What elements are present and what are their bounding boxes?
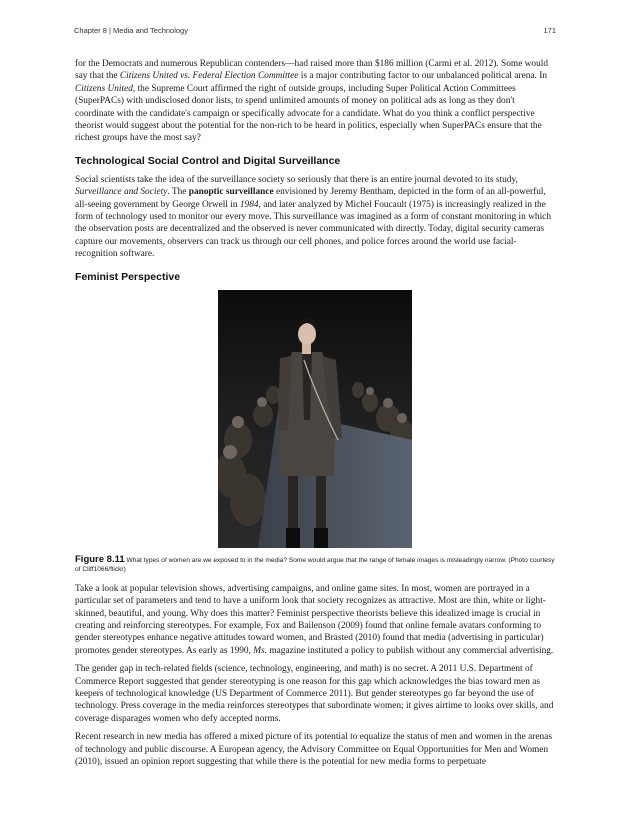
text-run: Take a look at popular television shows, advertising campaigns, and online game sites. In most, women are portrayed in a particular set of parameters and tend to have a uniform look that society recognizes as attractive. Most are thin, white or light-skinned, beautiful, and young. Why does this matter? Feminist perspective theorists believe this idealized image is crucial in creating and reinforcing stereotypes. For example, Fox and Bailenson (2009) found that online female avatars conforming to gender stereotypes enhance negative attitudes toward women, and Brasted (2010) found that media (advertising in particular) promotes gender stereotypes. As early as 1990, [75, 583, 546, 656]
paragraph-media-images [75, 583, 555, 657]
case-name: Citizens United [75, 83, 133, 94]
section-heading-feminist: Feminist Perspective [75, 270, 181, 283]
text-run: envisioned by Jeremy Bentham, depicted in the form of an all-powerful, all-seeing government by George Orwell in [75, 187, 546, 210]
figure-caption-text: What types of women are we exposed to in the media? Some would argue that the range of female images is misleadingly narrow. (Photo courtesy of Cliff1066/flickr) [75, 556, 555, 573]
journal-title: Surveillance and Society [75, 187, 168, 198]
page-number: 171 [543, 26, 556, 35]
case-name: Citizens United vs. Federal Election Committee [119, 71, 299, 82]
magazine-title: Ms. [253, 645, 268, 656]
page-header [74, 26, 556, 38]
section-heading-surveillance: Technological Social Control and Digital Surveillance [75, 154, 341, 167]
text-run: . The [167, 187, 189, 198]
text-run: , the Supreme Court affirmed the right of outside groups, including Super Political Action Committees (SuperPACs) with undisclosed donor lists, to spend unlimited amounts of money on political ads as long as they don't coordinate with the candidate's campaign or specifically advocate for a candidate. What do you think a conflict perspective theorist would suggest about the potential for the non-rich to be heard in politics, especially when SuperPACs ensure that the richest groups have the most say? [75, 83, 542, 144]
figure-caption [75, 555, 555, 574]
paragraph-surveillance [75, 174, 555, 261]
chapter-title: Chapter 8 | Media and Technology [74, 26, 188, 35]
figure-label: Figure 8.11 [75, 553, 125, 565]
book-title: 1984 [239, 199, 259, 210]
text-run: for the Democrats and numerous Republican contenders—had raised more than $186 million (Carmi et al. 2012). Some would say that the [75, 59, 549, 82]
text-run: Social scientists take the idea of the surveillance society so seriously that there is an entire journal devoted to its study, [75, 174, 518, 185]
text-run: magazine instituted a policy to publish without any commercial advertising. [267, 645, 554, 656]
runway-photo [218, 290, 412, 548]
paragraph-citizens-united [75, 58, 555, 145]
key-term: panoptic surveillance [188, 187, 274, 198]
page-content [75, 58, 555, 774]
text-run: is a major contributing factor to our unbalanced political arena. In [298, 71, 547, 82]
paragraph-gender-gap: The gender gap in tech-related fields (science, technology, engineering, and math) is no secret. A 2011 U.S. Department of Commerce Report suggested that gender stereotyping is one reason for this gap which acknowledges the bias toward men as keepers of technological knowledge (US Department of Commerce 2011). But gender stereotypes go far beyond the use of technology. Press coverage in the media reinforces stereotypes that subordinate women; it gives airtime to looks over skills, and coverage disparages women who defy accepted norms. [75, 664, 554, 724]
paragraph-new-media: Recent research in new media has offered a mixed picture of its potential to equalize the status of men and women in the arenas of technology and public discourse. A European agency, the Advisory Committee on Equal Opportunities for Men and Women (2010), issued an opinion report suggesting that while there is the potential for new media forms to perpetuate [75, 732, 552, 767]
runway-photo-illustration [218, 290, 412, 548]
text-run: , and later analyzed by Michel Foucault (1975) is increasingly realized in the form of technology used to monitor our every move. This surveillance was imagined as a form of constant monitoring in which the observation posts are decentralized and the observed is never communicated with directly. Today, digital security cameras capture our movements, observers can track us through our cell phones, and police forces around the world use facial-recognition software. [75, 199, 551, 260]
